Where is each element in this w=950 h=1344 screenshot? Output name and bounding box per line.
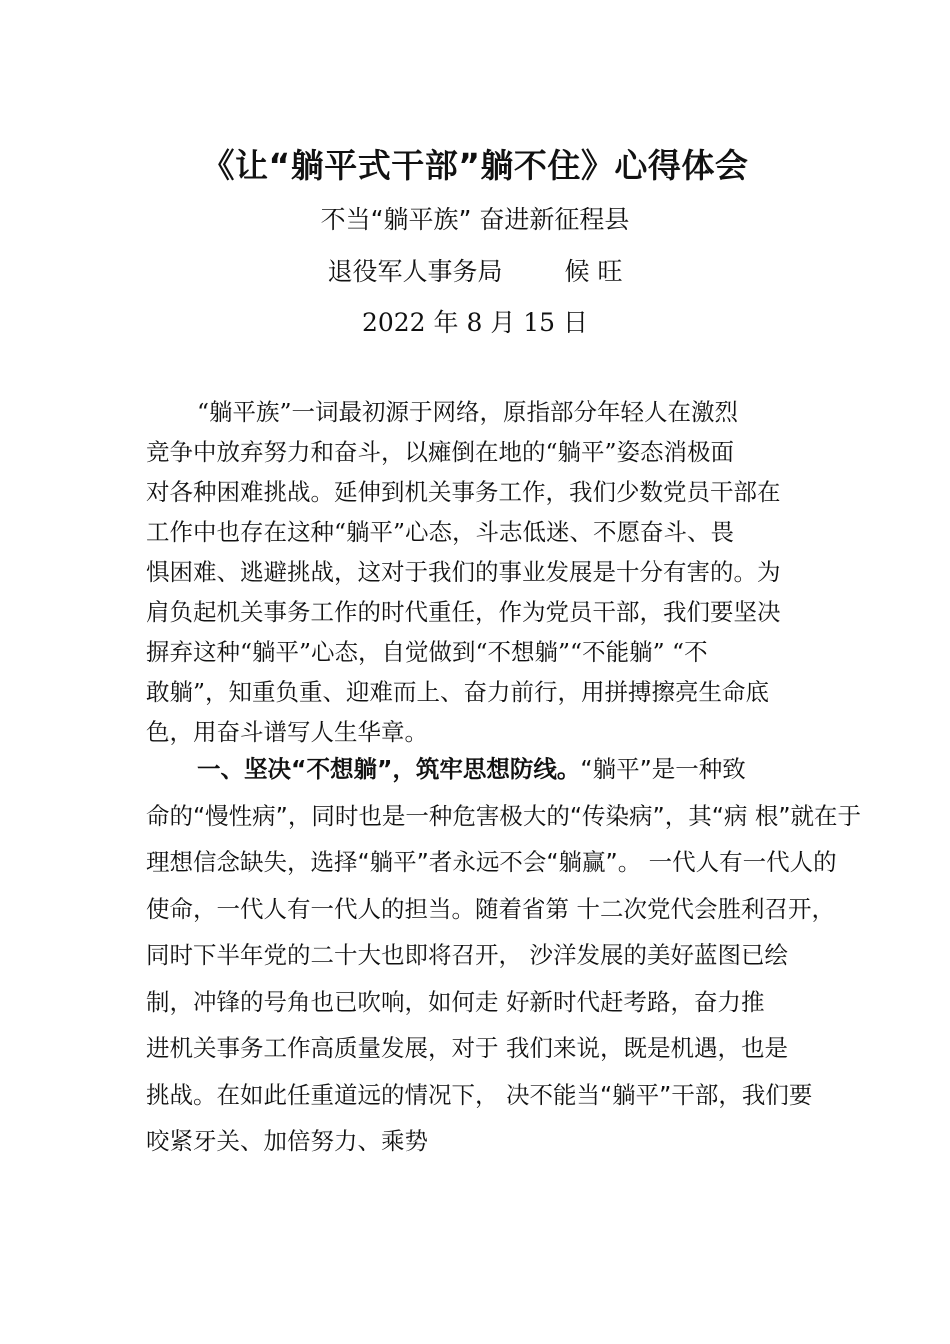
paragraph-line: 挑战。在如此任重道远的情况下， 决不能当“躺平”干部，我们要 bbox=[146, 1080, 813, 1109]
paragraph-line: 对各种困难挑战。延伸到机关事务工作，我们少数党员干部在 bbox=[146, 478, 781, 506]
author-name: 候 旺 bbox=[564, 257, 623, 286]
paragraph-section-one bbox=[146, 746, 862, 1165]
paragraph-line: “躺平族”一词最初源于网络，原指部分年轻人在激烈 bbox=[197, 398, 739, 426]
paragraph-line: 使命，一代人有一代人的担当。随着省第 十二次党代会胜利召开， bbox=[146, 894, 835, 923]
paragraph-line: 理想信念缺失，选择“躺平”者永远不会“躺赢”。 一代人有一代人的 bbox=[146, 848, 837, 876]
paragraph-line: 色，用奋斗谱写人生华章。 bbox=[146, 718, 428, 746]
paragraph-line: 竞争中放弃努力和奋斗，以瘫倒在地的“躺平”姿态消极面 bbox=[146, 438, 735, 466]
paragraph-line: 命的“慢性病”，同时也是一种危害极大的“传染病”，其“病 根”就在于 bbox=[146, 801, 862, 830]
document-title: 《让“躺平式干部”躺不住》心得体会 bbox=[201, 146, 749, 185]
section-heading: 一、坚决“不想躺”，筑牢思想防线。 bbox=[197, 755, 581, 783]
section-first-line-text: “躺平”是一种致 bbox=[580, 755, 746, 783]
paragraph-line: 肩负起机关事务工作的时代重任，作为党员干部，我们要坚决 bbox=[146, 598, 781, 626]
paragraph-line: 同时下半年党的二十大也即将召开， 沙洋发展的美好蓝图已绘 bbox=[146, 941, 788, 969]
paragraph-line: 制，冲锋的号角也已吹响，如何走 好新时代赶考路，奋力推 bbox=[146, 987, 765, 1016]
paragraph-line: 咬紧牙关、加倍努力、乘势 bbox=[146, 1127, 428, 1155]
paragraph-line: 工作中也存在这种“躺平”心态，斗志低迷、不愿奋斗、畏 bbox=[146, 518, 735, 546]
paragraph-line: 进机关事务工作高质量发展，对于 我们来说，既是机遇，也是 bbox=[146, 1034, 788, 1062]
paragraph-line: 敢躺”，知重负重、迎难而上、奋力前行，用拼搏擦亮生命底 bbox=[146, 678, 770, 706]
paragraph-intro bbox=[146, 392, 846, 752]
paragraph-line: 摒弃这种“躺平”心态，自觉做到“不想躺”“不能躺” “不 bbox=[146, 638, 708, 666]
author-organization: 退役军人事务局 bbox=[327, 257, 503, 286]
document-date: 2022 年 8 月 15 日 bbox=[361, 308, 589, 337]
author-line bbox=[0, 252, 950, 288]
document-subtitle: 不当“躺平族” 奋进新征程县 bbox=[320, 205, 630, 234]
section-first-line bbox=[146, 746, 846, 793]
paragraph-line: 惧困难、逃避挑战，这对于我们的事业发展是十分有害的。为 bbox=[146, 558, 781, 586]
